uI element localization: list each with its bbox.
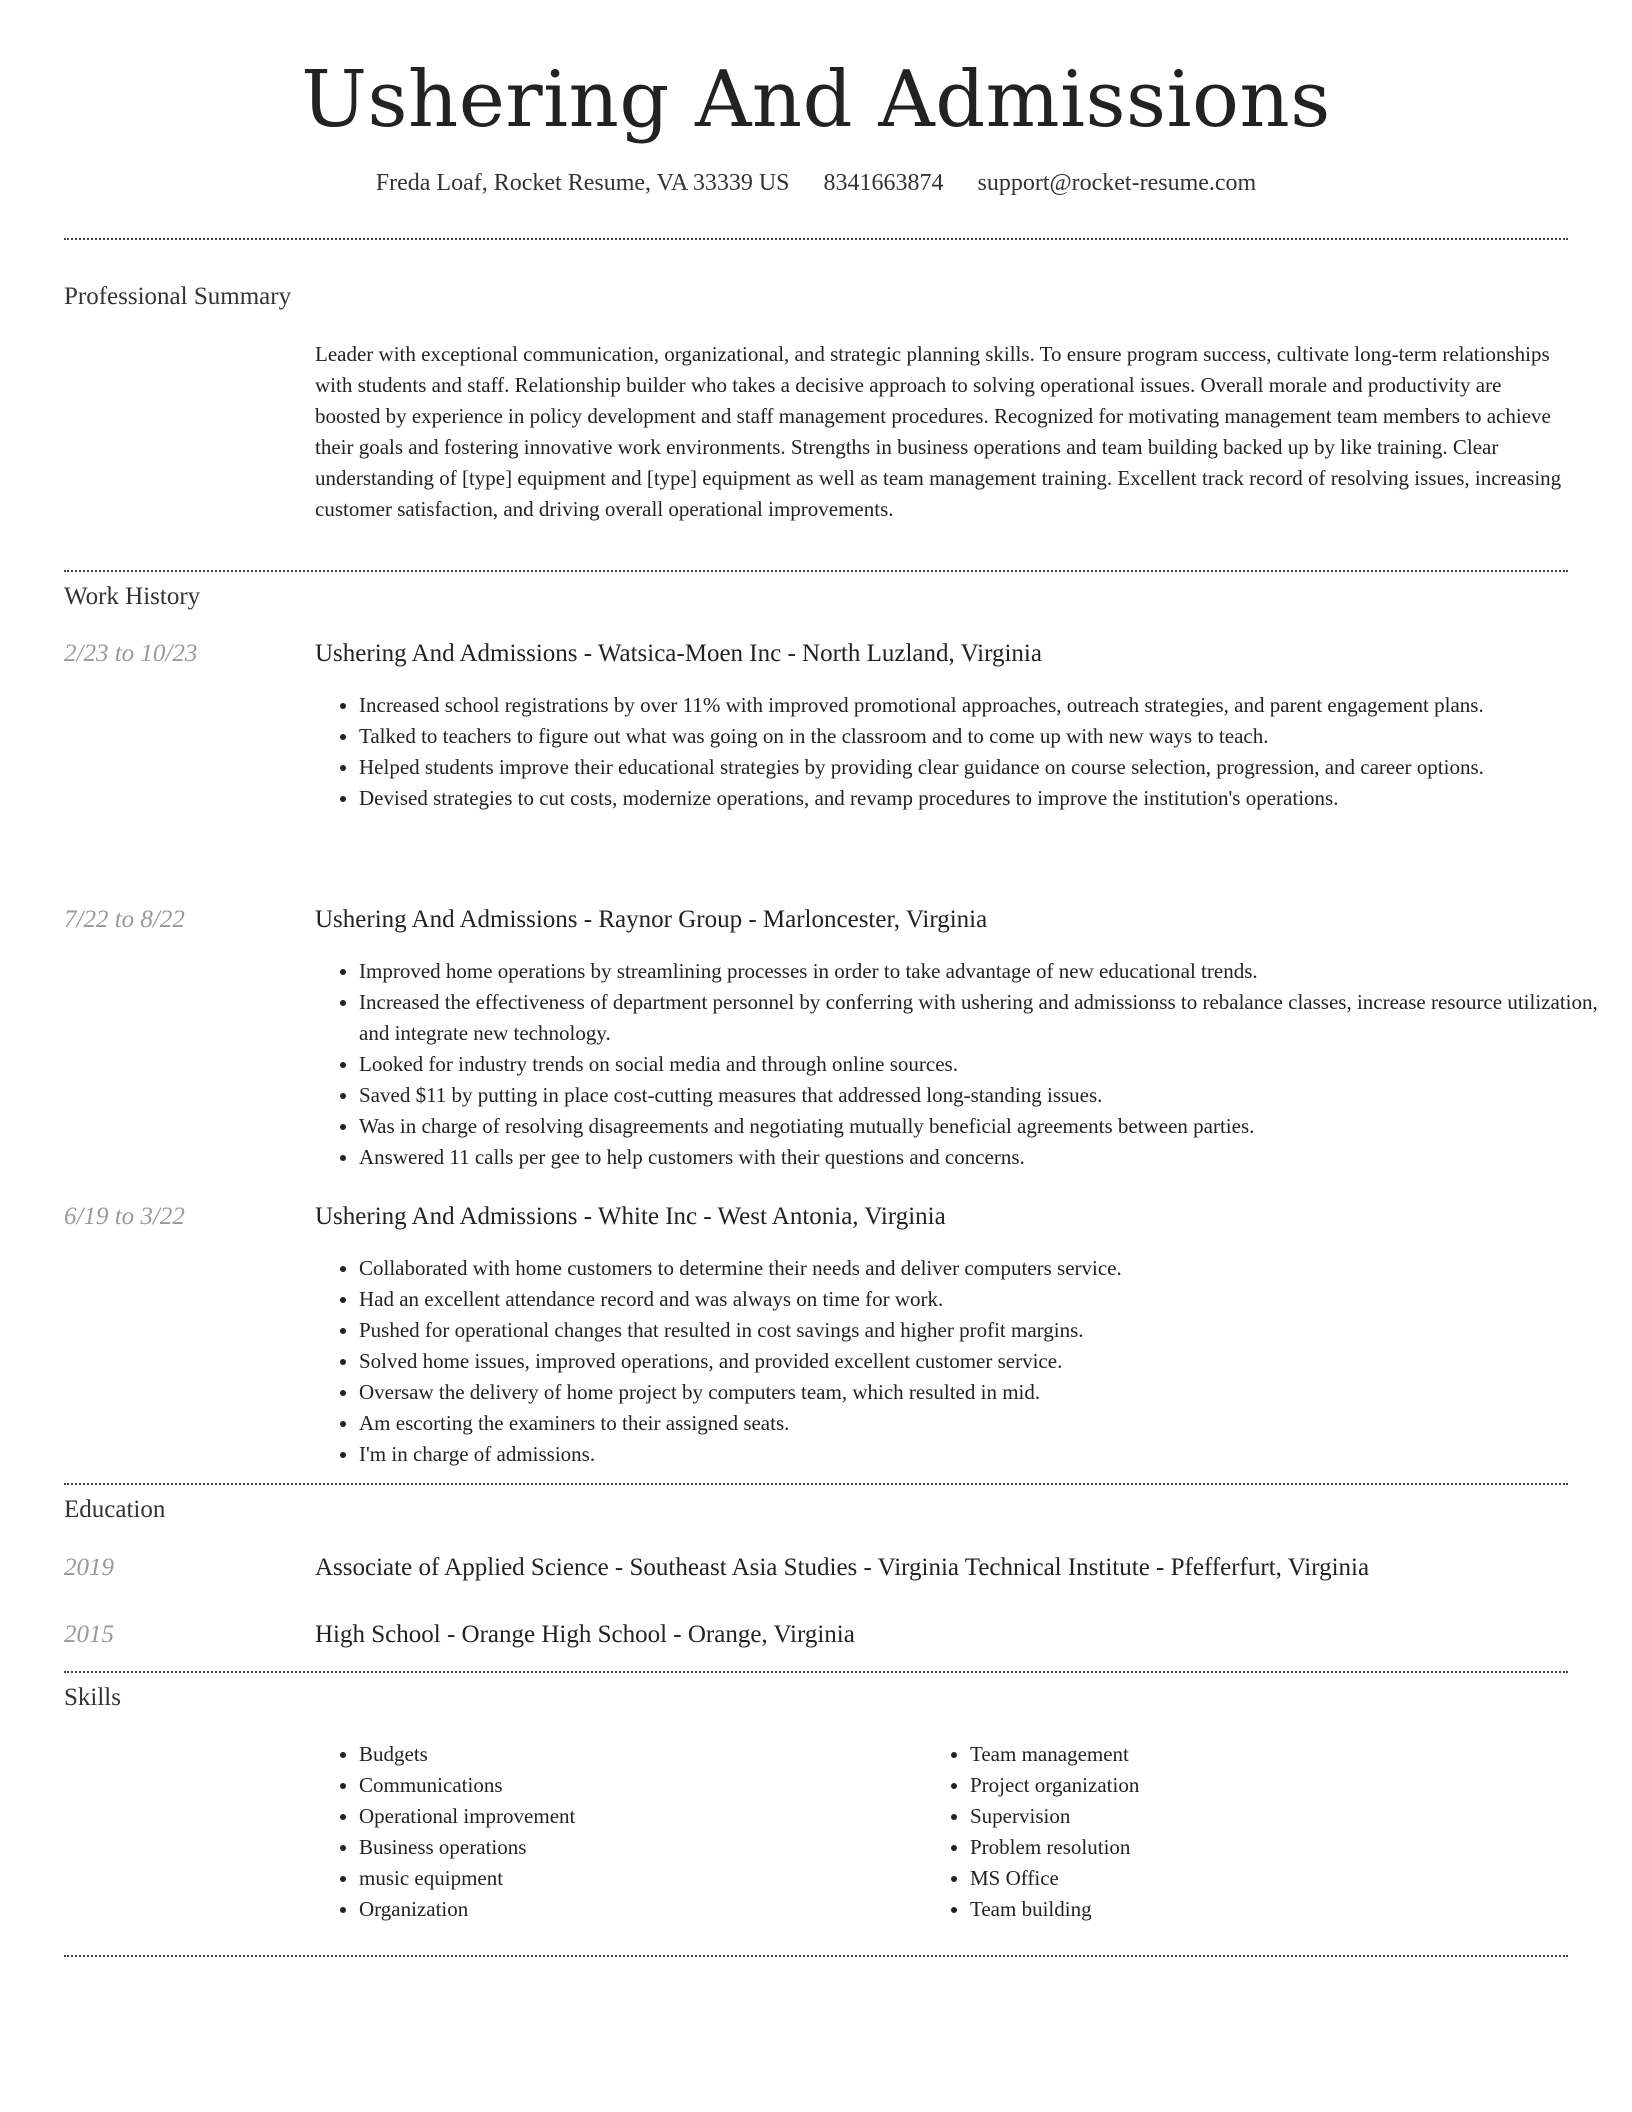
skills-list-left	[315, 1739, 919, 1925]
skill-item: • Operational improvement	[359, 1801, 919, 1832]
education-degree: Associate of Applied Science - Southeast Asia Studies - Virginia Technical Institute - Pfefferfurt, Virginia	[315, 1554, 1370, 1581]
job-title: Ushering And Admissions - White Inc - West Antonia, Virginia	[315, 1203, 946, 1230]
skill-item: • Communications	[359, 1770, 919, 1801]
job-title: Ushering And Admissions - Watsica-Moen Inc - North Luzland, Virginia	[315, 640, 1042, 667]
list-item: • Improved home operations by streamlining processes in order to take advantage of new educational trends.	[359, 956, 1612, 987]
contact-address: Freda Loaf, Rocket Resume, VA 33339 US	[375, 170, 790, 196]
list-item: • Looked for industry trends on social media and through online sources.	[359, 1049, 1612, 1080]
education-heading: Education	[64, 1496, 166, 1523]
contact-phone: 8341663874	[823, 170, 944, 196]
list-item: • Talked to teachers to figure out what was going on in the classroom and to come up with new ways to teach.	[359, 721, 1612, 752]
job-title: Ushering And Admissions - Raynor Group - Marloncester, Virginia	[315, 906, 988, 933]
divider	[64, 570, 1568, 572]
skill-item: • MS Office	[970, 1863, 1570, 1894]
list-item: • Had an excellent attendance record and was always on time for work.	[359, 1284, 1612, 1315]
list-item: • Am escorting the examiners to their assigned seats.	[359, 1408, 1612, 1439]
list-item: • Devised strategies to cut costs, modernize operations, and revamp procedures to improve the institution's operations.	[359, 783, 1612, 814]
skill-item: • Budgets	[359, 1739, 919, 1770]
job-bullets	[315, 690, 1612, 814]
divider	[64, 238, 1568, 240]
list-item: • Saved $11 by putting in place cost-cutting measures that addressed long-standing issues.	[359, 1080, 1612, 1111]
contact-line	[0, 170, 1632, 197]
summary-heading: Professional Summary	[64, 283, 292, 310]
skill-item: • Organization	[359, 1894, 919, 1925]
skill-item: • Team management	[970, 1739, 1570, 1770]
skill-item: • Supervision	[970, 1801, 1570, 1832]
list-item: • Collaborated with home customers to determine their needs and deliver computers service.	[359, 1253, 1612, 1284]
contact-email: support@rocket-resume.com	[977, 170, 1257, 196]
education-degree: High School - Orange High School - Orange, Virginia	[315, 1621, 855, 1648]
skill-item: • Problem resolution	[970, 1832, 1570, 1863]
divider	[64, 1671, 1568, 1673]
skills-list-right	[926, 1739, 1570, 1925]
work-history-heading: Work History	[64, 583, 201, 610]
job-dates: 6/19 to 3/22	[64, 1203, 185, 1230]
list-item: • Answered 11 calls per gee to help customers with their questions and concerns.	[359, 1142, 1612, 1173]
skill-item: • Team building	[970, 1894, 1570, 1925]
list-item: • I'm in charge of admissions.	[359, 1439, 1612, 1470]
job-dates: 7/22 to 8/22	[64, 906, 185, 933]
list-item: • Helped students improve their educational strategies by providing clear guidance on course selection, progression, and career options.	[359, 752, 1612, 783]
summary-text: Leader with exceptional communication, organizational, and strategic planning skills. To ensure program success, cultivate long-term relationships with students and staff. Relationship builder who takes a decisive approach to solving operational issues. Overall morale and productivity are boosted by experience in policy development and staff management procedures. Recognized for motivating management team members to achieve their goals and fostering innovative work environments. Strengths in business operations and team building backed up by like training. Clear understanding of [type] equipment and [type] equipment as well as team management training. Excellent track record of resolving issues, increasing customer satisfaction, and driving overall operational improvements.	[315, 342, 1562, 521]
education-year: 2015	[64, 1621, 114, 1648]
skill-item: • Business operations	[359, 1832, 919, 1863]
list-item: • Increased school registrations by over 11% with improved promotional approaches, outreach strategies, and parent engagement plans.	[359, 690, 1612, 721]
divider	[64, 1483, 1568, 1485]
list-item: • Was in charge of resolving disagreements and negotiating mutually beneficial agreements between parties.	[359, 1111, 1612, 1142]
resume-name: Ushering And Admissions	[301, 55, 1331, 145]
job-bullets	[315, 1253, 1612, 1470]
resume-header	[0, 0, 1632, 197]
education-year: 2019	[64, 1554, 114, 1581]
list-item: • Solved home issues, improved operations, and provided excellent customer service.	[359, 1346, 1612, 1377]
list-item: • Increased the effectiveness of department personnel by conferring with ushering and admissionss to rebalance classes, increase resource utilization, and integrate new technology.	[359, 987, 1612, 1049]
list-item: • Pushed for operational changes that resulted in cost savings and higher profit margins.	[359, 1315, 1612, 1346]
list-item: • Oversaw the delivery of home project by computers team, which resulted in mid.	[359, 1377, 1612, 1408]
divider	[64, 1955, 1568, 1957]
job-bullets	[315, 956, 1612, 1173]
skill-item: • Project organization	[970, 1770, 1570, 1801]
job-dates: 2/23 to 10/23	[64, 640, 198, 667]
skills-heading: Skills	[64, 1684, 121, 1711]
skill-item: • music equipment	[359, 1863, 919, 1894]
